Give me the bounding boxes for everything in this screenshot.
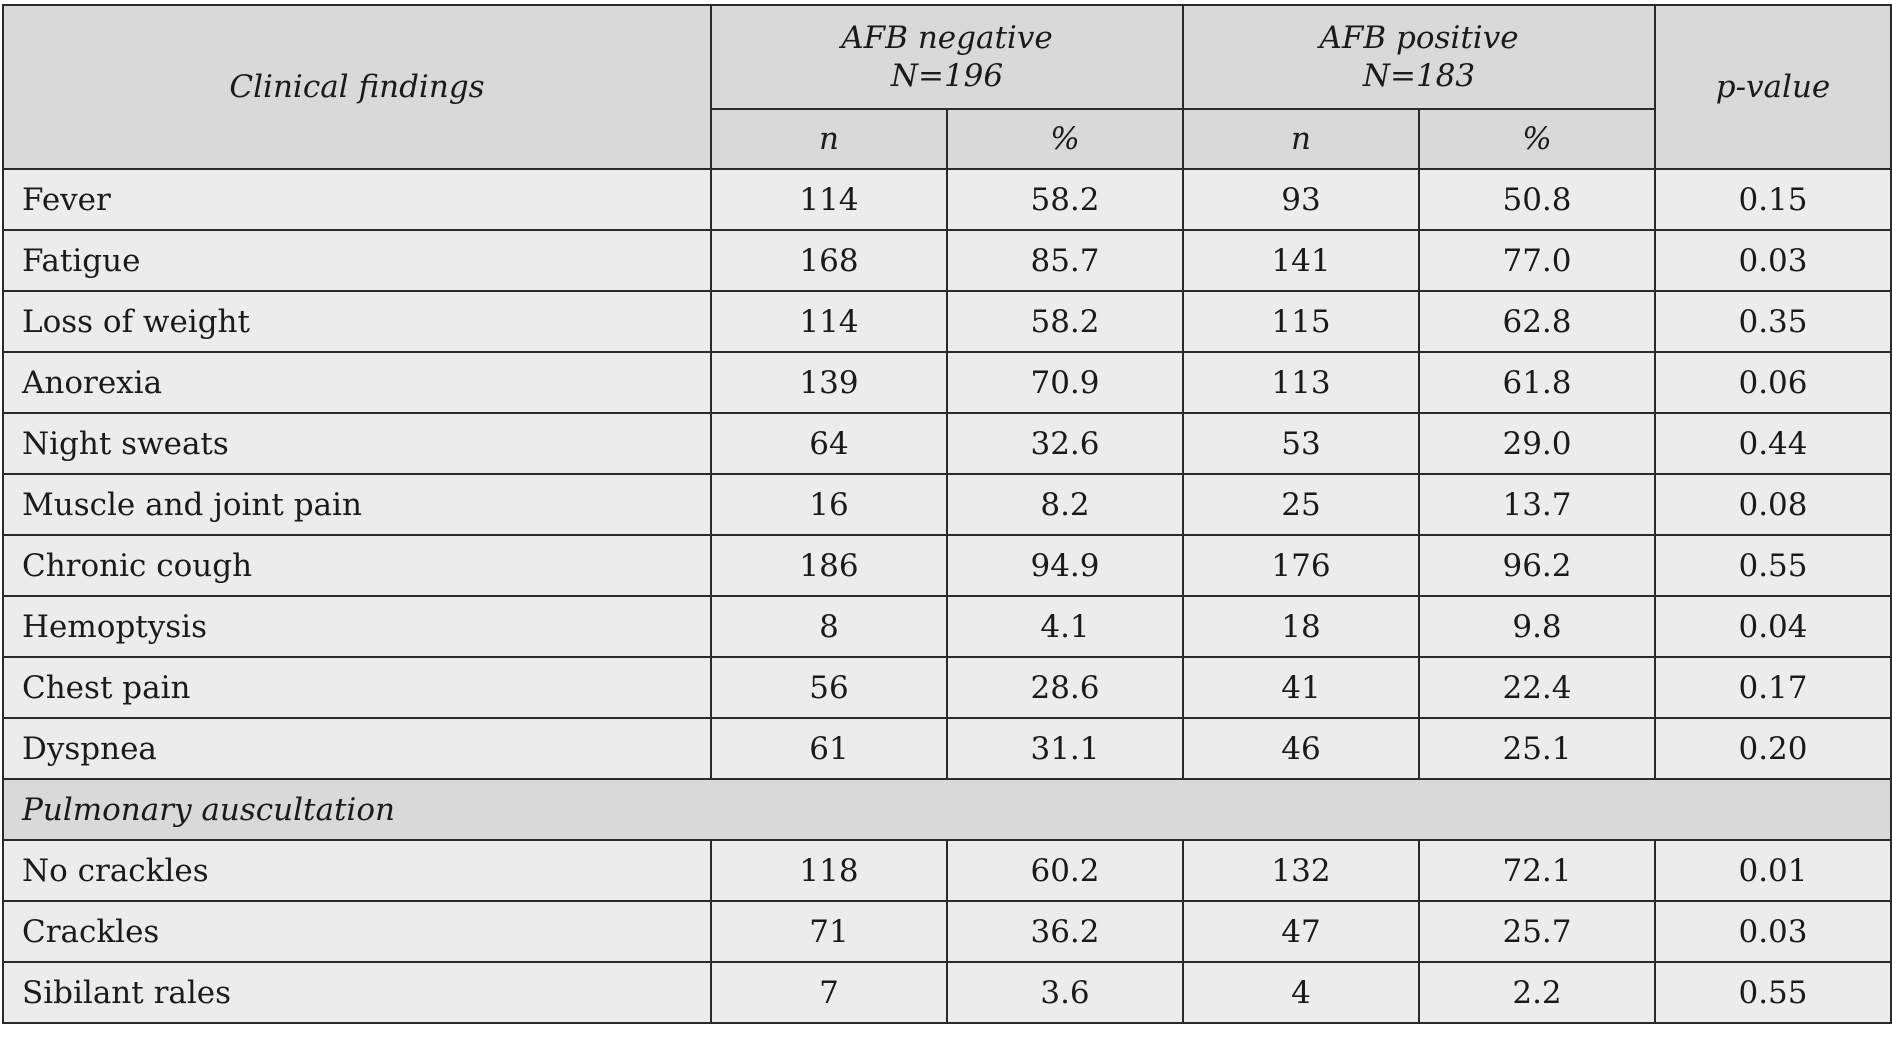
afb-positive-n-cell: 47: [1183, 901, 1419, 962]
afb-positive-percent-cell: 25.7: [1419, 901, 1655, 962]
p-value-header: p-value: [1655, 5, 1891, 169]
table-row: [3, 291, 1891, 352]
afb-negative-n-cell: 64: [711, 413, 947, 474]
afb-negative-n-cell: 61: [711, 718, 947, 779]
afb-positive-percent-header: %: [1419, 109, 1655, 169]
afb-positive-n-cell: 46: [1183, 718, 1419, 779]
afb-negative-percent-cell: 3.6: [947, 962, 1183, 1023]
afb-positive-title: AFB positive: [1319, 20, 1519, 56]
finding-label: Fever: [3, 169, 711, 230]
afb-negative-n-cell: 16: [711, 474, 947, 535]
afb-positive-percent-cell: 50.8: [1419, 169, 1655, 230]
afb-positive-percent-cell: 22.4: [1419, 657, 1655, 718]
p-value-cell: 0.03: [1655, 901, 1891, 962]
afb-positive-percent-cell: 62.8: [1419, 291, 1655, 352]
afb-positive-percent-cell: 72.1: [1419, 840, 1655, 901]
afb-negative-percent-cell: 32.6: [947, 413, 1183, 474]
header-row-groups: [3, 5, 1891, 109]
clinical-findings-table: [2, 4, 1892, 1024]
p-value-cell: 0.04: [1655, 596, 1891, 657]
table-header: [3, 5, 1891, 169]
p-value-cell: 0.44: [1655, 413, 1891, 474]
afb-negative-percent-header: %: [947, 109, 1183, 169]
p-value-cell: 0.55: [1655, 962, 1891, 1023]
table-row: [3, 535, 1891, 596]
table-row: [3, 901, 1891, 962]
table-row: [3, 596, 1891, 657]
table-row: [3, 230, 1891, 291]
afb-positive-n-cell: 25: [1183, 474, 1419, 535]
clinical-findings-header: Clinical findings: [3, 5, 711, 169]
finding-label: Crackles: [3, 901, 711, 962]
p-value-cell: 0.20: [1655, 718, 1891, 779]
p-value-cell: 0.35: [1655, 291, 1891, 352]
afb-negative-percent-cell: 58.2: [947, 291, 1183, 352]
clinical-findings-table-container: [2, 4, 1890, 1024]
table-body: [3, 169, 1891, 1023]
afb-negative-percent-cell: 31.1: [947, 718, 1183, 779]
table-row: [3, 352, 1891, 413]
table-row: [3, 413, 1891, 474]
finding-label: Hemoptysis: [3, 596, 711, 657]
table-row: [3, 840, 1891, 901]
afb-negative-percent-cell: 70.9: [947, 352, 1183, 413]
afb-positive-percent-cell: 96.2: [1419, 535, 1655, 596]
afb-negative-header: [711, 5, 1183, 109]
finding-label: Chronic cough: [3, 535, 711, 596]
table-row: [3, 169, 1891, 230]
afb-negative-percent-cell: 60.2: [947, 840, 1183, 901]
afb-negative-percent-cell: 4.1: [947, 596, 1183, 657]
afb-positive-percent-cell: 2.2: [1419, 962, 1655, 1023]
afb-positive-n-cell: 41: [1183, 657, 1419, 718]
table-row: [3, 718, 1891, 779]
afb-negative-percent-cell: 36.2: [947, 901, 1183, 962]
section-label: Pulmonary auscultation: [3, 779, 1891, 840]
afb-negative-n-cell: 114: [711, 291, 947, 352]
afb-positive-n-cell: 132: [1183, 840, 1419, 901]
afb-positive-n-cell: 115: [1183, 291, 1419, 352]
afb-negative-n-cell: 56: [711, 657, 947, 718]
p-value-cell: 0.03: [1655, 230, 1891, 291]
afb-negative-n-cell: 7: [711, 962, 947, 1023]
afb-negative-percent-cell: 94.9: [947, 535, 1183, 596]
afb-positive-n-cell: 93: [1183, 169, 1419, 230]
afb-positive-n-cell: 113: [1183, 352, 1419, 413]
p-value-cell: 0.01: [1655, 840, 1891, 901]
finding-label: Anorexia: [3, 352, 711, 413]
afb-positive-n-cell: 18: [1183, 596, 1419, 657]
afb-negative-percent-cell: 85.7: [947, 230, 1183, 291]
afb-negative-n-cell: 139: [711, 352, 947, 413]
afb-positive-n-header: n: [1183, 109, 1419, 169]
finding-label: Chest pain: [3, 657, 711, 718]
table-row: [3, 657, 1891, 718]
section-row-pulmonary-auscultation: [3, 779, 1891, 840]
p-value-cell: 0.55: [1655, 535, 1891, 596]
afb-negative-n-cell: 186: [711, 535, 947, 596]
finding-label: Loss of weight: [3, 291, 711, 352]
finding-label: Sibilant rales: [3, 962, 711, 1023]
afb-negative-n-cell: 71: [711, 901, 947, 962]
finding-label: Dyspnea: [3, 718, 711, 779]
afb-negative-percent-cell: 8.2: [947, 474, 1183, 535]
finding-label: Night sweats: [3, 413, 711, 474]
table-row: [3, 962, 1891, 1023]
afb-positive-percent-cell: 29.0: [1419, 413, 1655, 474]
afb-negative-title: AFB negative: [841, 20, 1053, 56]
finding-label: No crackles: [3, 840, 711, 901]
afb-positive-percent-cell: 61.8: [1419, 352, 1655, 413]
afb-negative-percent-cell: 28.6: [947, 657, 1183, 718]
afb-positive-n-cell: 53: [1183, 413, 1419, 474]
afb-positive-count: N=183: [1362, 58, 1476, 94]
p-value-cell: 0.06: [1655, 352, 1891, 413]
afb-positive-percent-cell: 13.7: [1419, 474, 1655, 535]
afb-negative-n-cell: 118: [711, 840, 947, 901]
afb-positive-n-cell: 4: [1183, 962, 1419, 1023]
afb-positive-percent-cell: 25.1: [1419, 718, 1655, 779]
finding-label: Muscle and joint pain: [3, 474, 711, 535]
afb-negative-n-cell: 168: [711, 230, 947, 291]
afb-negative-n-cell: 8: [711, 596, 947, 657]
finding-label: Fatigue: [3, 230, 711, 291]
p-value-cell: 0.17: [1655, 657, 1891, 718]
afb-positive-n-cell: 176: [1183, 535, 1419, 596]
table-row: [3, 474, 1891, 535]
afb-negative-count: N=196: [890, 58, 1004, 94]
afb-positive-percent-cell: 77.0: [1419, 230, 1655, 291]
afb-positive-n-cell: 141: [1183, 230, 1419, 291]
p-value-cell: 0.08: [1655, 474, 1891, 535]
p-value-cell: 0.15: [1655, 169, 1891, 230]
afb-positive-header: [1183, 5, 1655, 109]
afb-negative-n-header: n: [711, 109, 947, 169]
afb-negative-percent-cell: 58.2: [947, 169, 1183, 230]
afb-negative-n-cell: 114: [711, 169, 947, 230]
afb-positive-percent-cell: 9.8: [1419, 596, 1655, 657]
